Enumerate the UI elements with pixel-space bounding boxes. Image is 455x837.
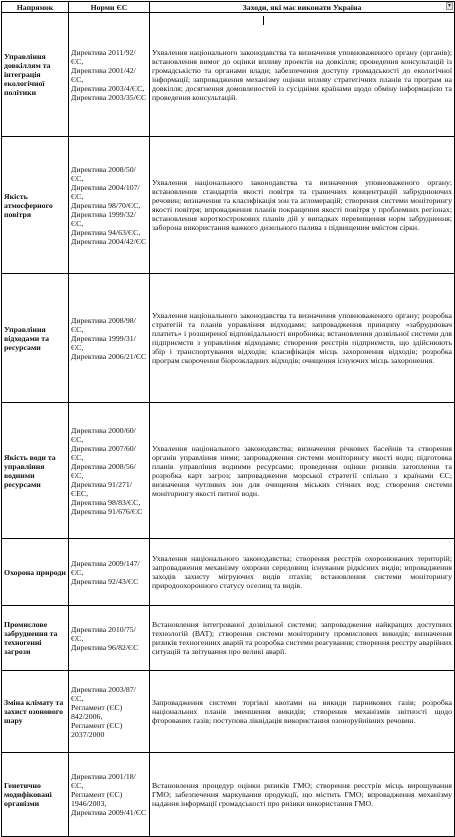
table-row [2,274,455,403]
norm-item: Директива 98/70/ЄС, [71,200,141,210]
norm-item: Директива 2010/75/ЄС, [71,624,136,643]
norm-item: Директива 2003/4/ЄС, [71,83,145,93]
norm-item: Директива 91/271/ЄЕС, [71,479,132,498]
norm-item: Директива 1999/32/ЄС, [71,209,136,228]
table-header-row [2,2,455,13]
column-header-area: Напрямок [2,2,69,13]
table-row [2,137,455,274]
row-norms [69,137,150,274]
table-row [2,13,455,137]
norm-item: Директива 2004/42/ЄС [71,236,147,246]
row-norms [69,13,150,137]
norm-item: Директива 2001/42/ЄС, [71,65,136,84]
norm-item: Директива 2000/60/ЄС, [71,425,136,444]
norm-item: Директива 2006/21/ЄС [71,351,147,361]
norm-item: Регламент (ЄС) 842/2006, [71,702,123,721]
row-norms [69,671,150,753]
norm-item: Директива 2004/107/ЄС, [71,182,140,201]
table-row [2,539,455,606]
row-norms [69,606,150,671]
table-row [2,671,455,753]
norm-item: Регламент (ЄС) 1946/2003, [71,790,123,808]
row-measures: Встановлення процедур оцінки ризиків ГМО; створення реєстрів місць вирощування ГМО; забезпечення маркування продукції, що містить ГМО; впровадження механізму надання інформації громадськості про ризики використання ГМО. [150,753,455,837]
norm-item: Директива 96/82/ЄС [71,642,139,652]
row-area: Управління відходами та ресурсами [2,274,69,403]
norm-item: Регламент (ЄС) 2037/2000 [71,720,123,739]
table-row [2,606,455,671]
norm-item: Директива 2009/41/ЄС [71,808,147,817]
text-cursor [263,16,264,25]
row-area: Якість атмосферного повітря [2,137,69,274]
row-norms [69,403,150,539]
norm-item: Директива 2001/18/ЄС, [71,772,136,790]
row-area: Промислове забруднення та техногенні загрози [2,606,69,671]
row-measures: Ухвалення національного законодавства та визначення уповноваженого органу; розробка стратегій та планів управління відходами; запровадження принципу «забруднювач платить» і розширеної відповідальності виробника; встановлення дозвільної системи для підприємств з управління відходами; створення реєстрів підприємств, що здійснюють збір і транспортування відходів; класифікація місць захоронення відходів; розробка програм скорочення біорозкладних відходів; очищення існуючих місць захоронення. [150,274,455,403]
norm-item: Директива 2008/50/ЄС, [71,164,136,183]
row-measures: Ухвалення національного законодавства та визначення уповноваженого органу; встановлення стандартів якості повітря та граничних концентрацій забруднюючих речовин; визначення та класифікація зон та агломерацій; створення системи моніторингу якості повітря; впровадження планів покращення якості повітря у проблемних регіонах; встановлення короткострокових планів дій у випадках перевищення норм забруднення; заборона використання важкого дизельного палива з підвищеним вмістом сірки. [150,137,455,274]
table-body [2,13,455,837]
norm-item: Директива 91/676/ЄС [71,506,143,516]
row-measures: Ухвалення національного законодавства та визначення уповноваженого органу (органів); встановлення вимог до оцінки впливу проектів на довкілля; проведення консультацій із громадськістю та органами влади; забезпечення доступу громадськості до екологічної інформації; запровадження механізму оцінки впливу стратегічних планів та програм на довкілля; досягнення домовленостей із сусідніми країнами щодо обміну інформацією та проведення консультацій. [150,13,455,137]
norm-item: Директива 2008/56/ЄС, [71,461,136,480]
norm-item: Директива 98/83/ЄС, [71,497,141,507]
table-handle-icon[interactable]: ▾ [447,2,451,9]
norm-item: Директива 2008/98/ЄС, [71,315,136,334]
table-row [2,403,455,539]
row-area: Якість води та управління водними ресурсами [2,403,69,539]
row-area: Охорона природи [2,539,69,606]
row-area: Управління довкіллям та інтеграція екологічної політики [2,13,69,137]
norm-item: Директива 2003/35/ЄС [71,92,147,102]
norm-item: Директива 94/63/ЄС, [71,227,141,237]
row-measures: Запровадження системи торгівлі квотами на викиди парникових газів; розробка національних планів зменшення викидів; створення механізмів звітності щодо фторованих газів; поступова ліквідація використання озоноруйнівних речовин. [150,671,455,753]
row-area: Генетично модифіковані організми [2,753,69,837]
column-header-measures: Заходи, які має виконати Україна [150,2,455,13]
norm-item: Директива 1999/31/ЄС, [71,333,136,352]
column-header-norms: Норми ЄС [69,2,150,13]
row-measures: Ухвалення національного законодавства; створення реєстрів охоронюваних територій; запровадження механізму охорони середовищ існування рідкісних видів; впровадження заходів захисту мігруючих видів птахів; встановлення системи моніторингу природоохоронного статусу оселищ та видів. [150,539,455,606]
eu-norms-table [1,1,455,837]
row-norms [69,539,150,606]
norm-item: Директива 2007/60/ЄС, [71,443,136,462]
row-measures: Ухвалення національного законодавства; визначення річкових басейнів та створення органів управління ними; запровадження системи моніторингу якості води; підготовка планів управління водними ресурсами; проведення оцінки ризиків затоплення та розробка карт загроз; запровадження морської стратегії спільно з країнами ЄС; визначення чутливих зон для очищення міських стічних вод; створення системи моніторингу якості питної води. [150,403,455,539]
norm-item: Директива 2009/147/ЄС, [71,558,140,577]
norm-item: Директива 92/43/ЄС [71,576,139,586]
row-area: Зміна клімату та захист озонового шару [2,671,69,753]
norm-item: Директива 2003/87/ЄС, [71,684,136,703]
table-row [2,753,455,837]
row-norms [69,274,150,403]
norm-item: Директива 2011/92/ЄС, [71,47,136,66]
row-norms [69,753,150,837]
row-measures: Встановлення інтегрованої дозвільної системи; запровадження найкращих доступних технологій (ВАТ); створення системи моніторингу промислових викидів; визначення ризиків техногенних аварій та розробка системи реагування; створення реєстру аварійних ситуацій та звітування про великі аварії. [150,606,455,671]
